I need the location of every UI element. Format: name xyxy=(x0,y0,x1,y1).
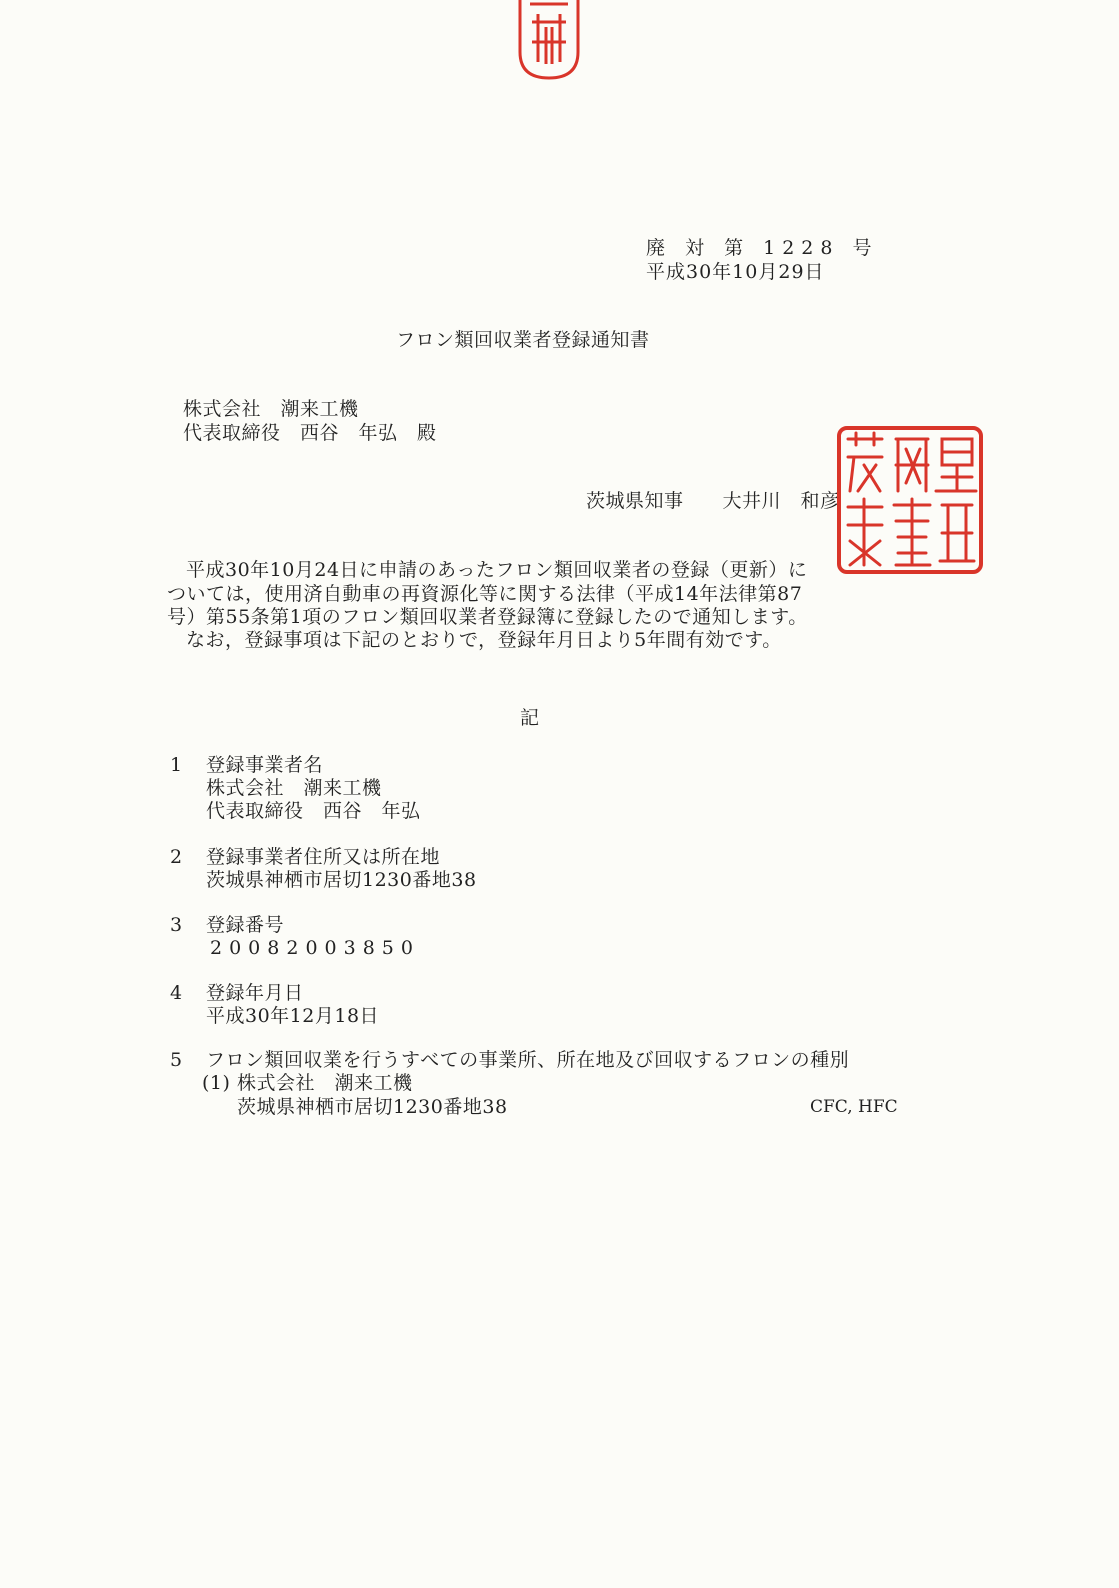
item-1-heading: 登録事業者名 xyxy=(206,754,324,776)
item-1-number: 1 xyxy=(170,754,183,776)
item-4-heading: 登録年月日 xyxy=(206,982,304,1004)
ki-heading: 記 xyxy=(520,707,540,729)
item-2-number: 2 xyxy=(170,846,183,868)
item-3-heading: 登録番号 xyxy=(206,914,285,936)
document-title: フロン類回収業者登録通知書 xyxy=(396,329,650,351)
item-1-line-2: 代表取締役 西谷 年弘 xyxy=(206,800,421,822)
item-4-line-1: 平成30年12月18日 xyxy=(206,1005,380,1027)
item-3-line-1: 20082003850 xyxy=(210,937,420,959)
item-5-sub-address: 茨城県神栖市居切1230番地38 xyxy=(237,1096,508,1118)
item-3-number: 3 xyxy=(170,914,183,936)
item-2-line-1: 茨城県神栖市居切1230番地38 xyxy=(206,869,477,891)
item-1-line-1: 株式会社 潮来工機 xyxy=(206,777,382,799)
reference-number: 廃 対 第 1228 号 xyxy=(646,237,879,259)
governor-seal-icon xyxy=(836,425,984,575)
top-seal-stamp xyxy=(516,0,582,82)
body-line-4: なお，登録事項は下記のとおりで，登録年月日より5年間有効です。 xyxy=(186,629,782,651)
body-line-1: 平成30年10月24日に申請のあったフロン類回収業者の登録（更新）に xyxy=(186,559,808,581)
governor-seal-stamp xyxy=(836,425,984,575)
addressee-company: 株式会社 潮来工機 xyxy=(183,398,359,420)
item-5-sub-name: 株式会社 潮来工機 xyxy=(237,1072,413,1094)
body-line-2: ついては，使用済自動車の再資源化等に関する法律（平成14年法律第87 xyxy=(167,583,803,605)
item-5-sub-types: CFC, HFC xyxy=(810,1097,898,1117)
item-5-number: 5 xyxy=(170,1049,183,1071)
item-2-heading: 登録事業者住所又は所在地 xyxy=(206,846,441,868)
body-line-3: 号）第55条第1項のフロン類回収業者登録簿に登録したので通知します。 xyxy=(167,606,808,628)
addressee-person: 代表取締役 西谷 年弘 殿 xyxy=(183,422,437,444)
document-date: 平成30年10月29日 xyxy=(646,261,825,283)
item-5-sub-label: (1) xyxy=(202,1072,231,1094)
item-4-number: 4 xyxy=(170,982,183,1004)
item-5-heading: フロン類回収業を行うすべての事業所、所在地及び回収するフロンの種別 xyxy=(206,1049,850,1071)
issuer: 茨城県知事 大井川 和彦 xyxy=(586,490,840,512)
top-seal-icon xyxy=(516,0,582,82)
